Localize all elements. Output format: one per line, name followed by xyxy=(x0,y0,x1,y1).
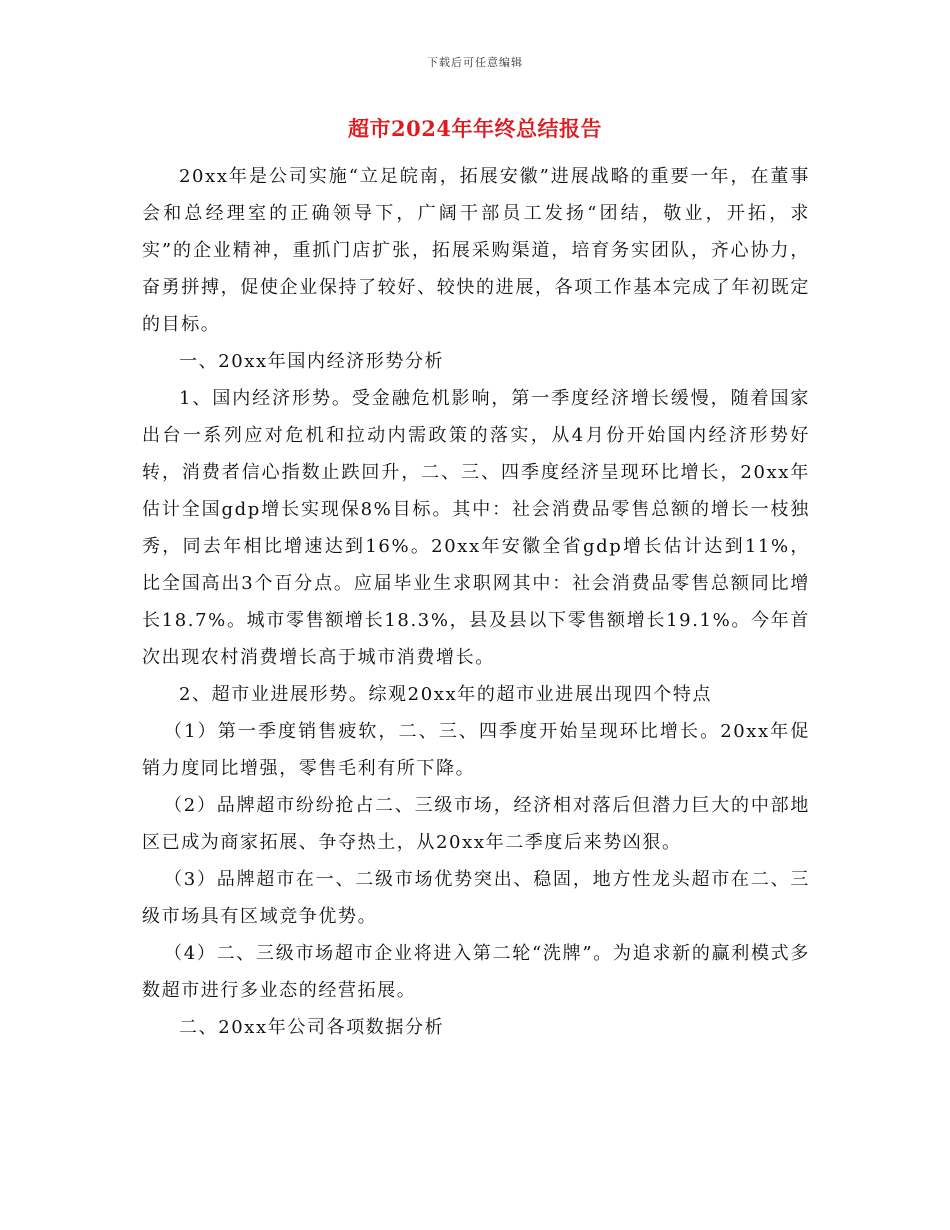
section-heading-1: 一、20xx年国内经济形势分析 xyxy=(179,351,445,372)
document-title: 超市2024年年终总结报告 xyxy=(348,116,602,141)
paragraph-intro: 20xx年是公司实施“立足皖南，拓展安徽”进展战略的重要一年，在董事会和总经理室的正确领导下，广阔干部员工发扬“团结，敬业，开拓，求实”的企业精神，重抓门店扩张，拓展采购渠道，培育务实团队，齐心协力，奋勇拼搏，促使企业保持了较好、较快的进展，各项工作基本完成了年初既定的目标。 xyxy=(142,166,810,335)
paragraph-supermarket-trend: 2、超市业进展形势。综观20xx年的超市业进展出现四个特点 xyxy=(179,684,713,705)
list-item-feature-3: （3）品牌超市在一、二级市场优势突出、稳固，地方性龙头超市在二、三级市场具有区域竞争优势。 xyxy=(142,869,810,927)
list-item-feature-1: （1）第一季度销售疲软，二、三、四季度开始呈现环比增长。20xx年促销力度同比增强，零售毛利有所下降。 xyxy=(142,721,810,779)
page-header: 下载后可任意编辑 xyxy=(427,56,523,69)
list-item-feature-2: （2）品牌超市纷纷抢占二、三级市场，经济相对落后但潜力巨大的中部地区已成为商家拓展、争夺热土，从20xx年二季度后来势凶狠。 xyxy=(142,795,810,853)
document-body xyxy=(142,158,810,1046)
list-item-feature-4: （4）二、三级市场超市企业将进入第二轮“洗牌”。为追求新的赢利模式多数超市进行多业态的经营拓展。 xyxy=(142,943,810,1001)
paragraph-domestic-economy: 1、国内经济形势。受金融危机影响，第一季度经济增长缓慢，随着国家出台一系列应对危机和拉动内需政策的落实，从4月份开始国内经济形势好转，消费者信心指数止跌回升，二、三、四季度经济呈现环比增长，20xx年估计全国gdp增长实现保8%目标。其中：社会消费品零售总额的增长一枝独秀，同去年相比增速达到16%。20xx年安徽全省gdp增长估计达到11%，比全国高出3个百分点。应届毕业生求职网其中：社会消费品零售总额同比增长18.7%。城市零售额增长18.3%，县及县以下零售额增长19.1%。今年首次出现农村消费增长高于城市消费增长。 xyxy=(142,388,810,668)
section-heading-2: 二、20xx年公司各项数据分析 xyxy=(179,1017,445,1038)
